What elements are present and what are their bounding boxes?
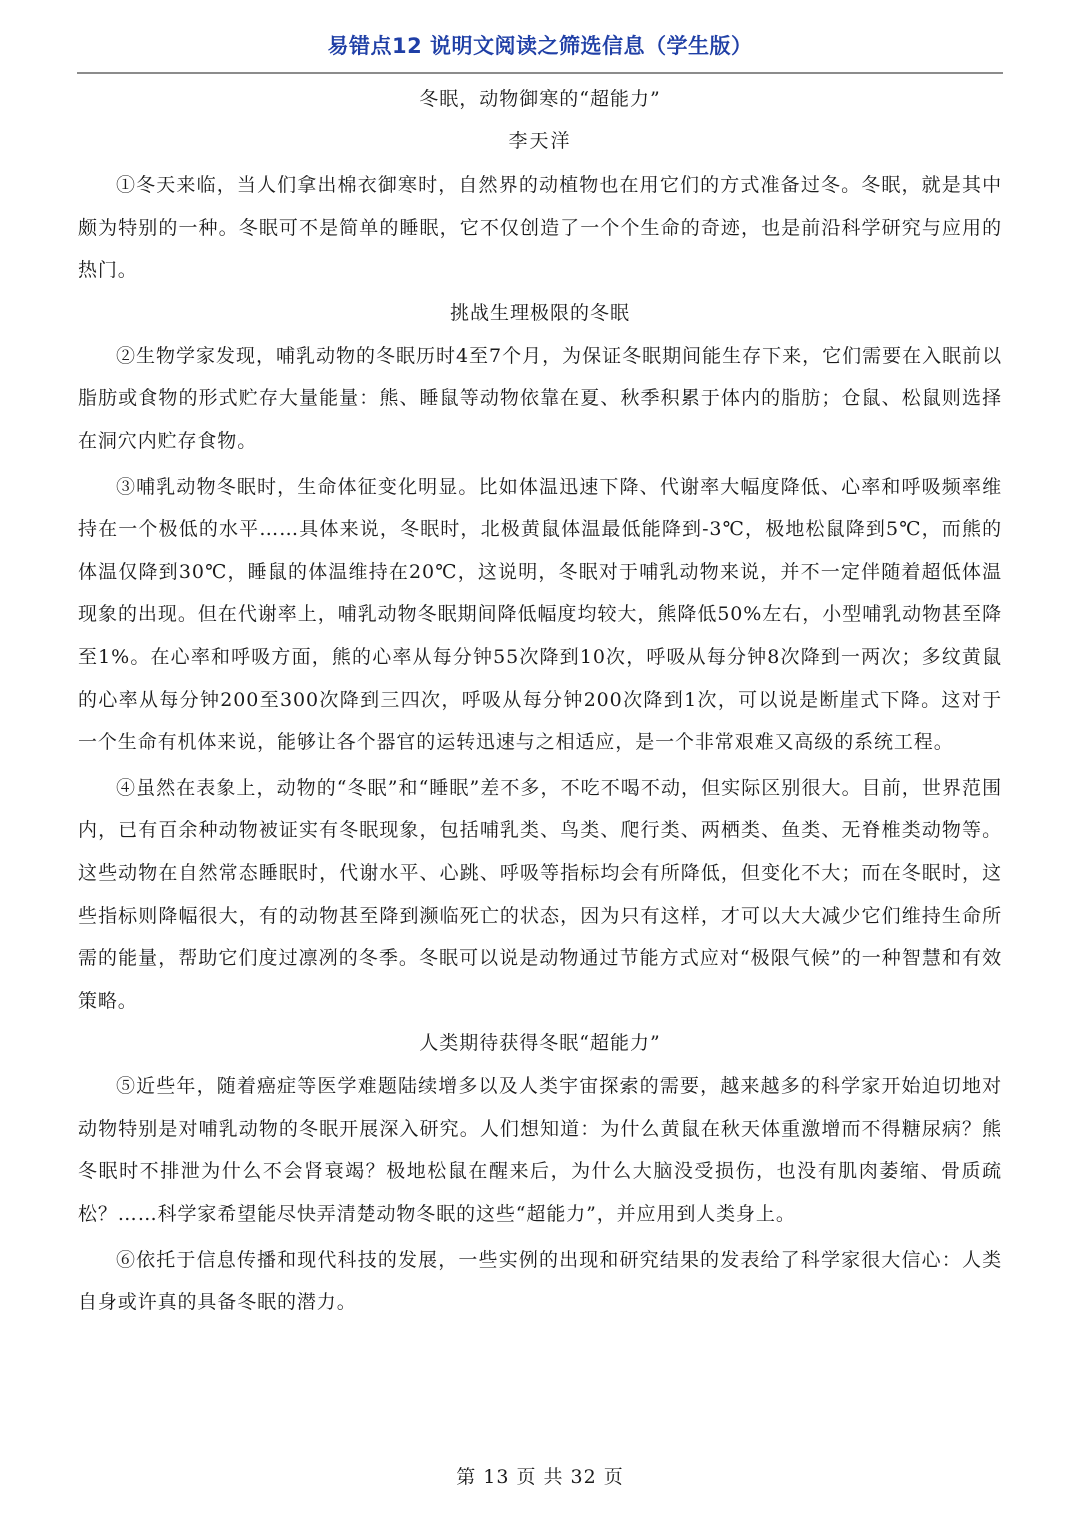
paragraph-1: ①冬天来临，当人们拿出棉衣御寒时，自然界的动植物也在用它们的方式准备过冬。冬眠，就是其中颇为特别的一种。冬眠可不是简单的睡眠，它不仅创造了一个个生命的奇迹，也是前沿科学研究与应用的热门。: [78, 174, 1002, 282]
article-title: 冬眠，动物御寒的“超能力”: [419, 88, 661, 110]
article-body: [78, 78, 1002, 1324]
section-heading-1: 挑战生理极限的冬眠: [449, 301, 630, 324]
document-header-title: 易错点12 说明文阅读之筛选信息（学生版）: [327, 34, 753, 58]
paragraph-5: ⑤近些年，随着癌症等医学难题陆续增多以及人类宇宙探索的需要，越来越多的科学家开始迫切地对动物特别是对哺乳动物的冬眠开展深入研究。人们想知道：为什么黄鼠在秋天体重激增而不得糖尿病？熊冬眠时不排泄为什么不会肾衰竭？极地松鼠在醒来后，为什么大脑没受损伤，也没有肌肉萎缩、骨质疏松？……科学家希望能尽快弄清楚动物冬眠的这些“超能力”，并应用到人类身上。: [78, 1075, 1002, 1226]
paragraph-2: ②生物学家发现，哺乳动物的冬眠历时4至7个月，为保证冬眠期间能生存下来，它们需要在入眠前以脂肪或食物的形式贮存大量能量：熊、睡鼠等动物依靠在夏、秋季积累于体内的脂肪；仓鼠、松鼠则选择在洞穴内贮存食物。: [78, 344, 1002, 452]
header-divider: [77, 72, 1003, 74]
paragraph-3: ③哺乳动物冬眠时，生命体征变化明显。比如体温迅速下降、代谢率大幅度降低、心率和呼吸频率维持在一个极低的水平……具体来说，冬眠时，北极黄鼠体温最低能降到-3℃，极地松鼠降到5℃，而熊的体温仅降到30℃，睡鼠的体温维持在20℃，这说明，冬眠对于哺乳动物来说，并不一定伴随着超低体温现象的出现。但在代谢率上，哺乳动物冬眠期间降低幅度均较大，熊降低50%左右，小型哺乳动物甚至降至1%。在心率和呼吸方面，熊的心率从每分钟55次降到10次，呼吸从每分钟8次降到一两次；多纹黄鼠的心率从每分钟200至300次降到三四次，呼吸从每分钟200次降到1次，可以说是断崖式下降。这对于一个生命有机体来说，能够让各个器官的运转迅速与之相适应，是一个非常艰难又高级的系统工程。: [78, 475, 1002, 754]
paragraph-6: ⑥依托于信息传播和现代科技的发展，一些实例的出现和研究结果的发表给了科学家很大信心：人类自身或许真的具备冬眠的潜力。: [78, 1248, 1002, 1314]
article-author: 李天洋: [508, 130, 572, 152]
paragraph-4: ④虽然在表象上，动物的“冬眠”和“睡眠”差不多，不吃不喝不动，但实际区别很大。目前，世界范围内，已有百余种动物被证实有冬眠现象，包括哺乳类、鸟类、爬行类、两栖类、鱼类、无脊椎类动物等。这些动物在自然常态睡眠时，代谢水平、心跳、呼吸等指标均会有所降低，但变化不大；而在冬眠时，这些指标则降幅很大，有的动物甚至降到濒临死亡的状态，因为只有这样，才可以大大减少它们维持生命所需的能量，帮助它们度过凛冽的冬季。冬眠可以说是动物通过节能方式应对“极限气候”的一种智慧和有效策略。: [78, 776, 1002, 1012]
section-heading-2: 人类期待获得冬眠“超能力”: [419, 1032, 661, 1055]
page-number: 第 13 页 共 32 页: [456, 1466, 624, 1488]
